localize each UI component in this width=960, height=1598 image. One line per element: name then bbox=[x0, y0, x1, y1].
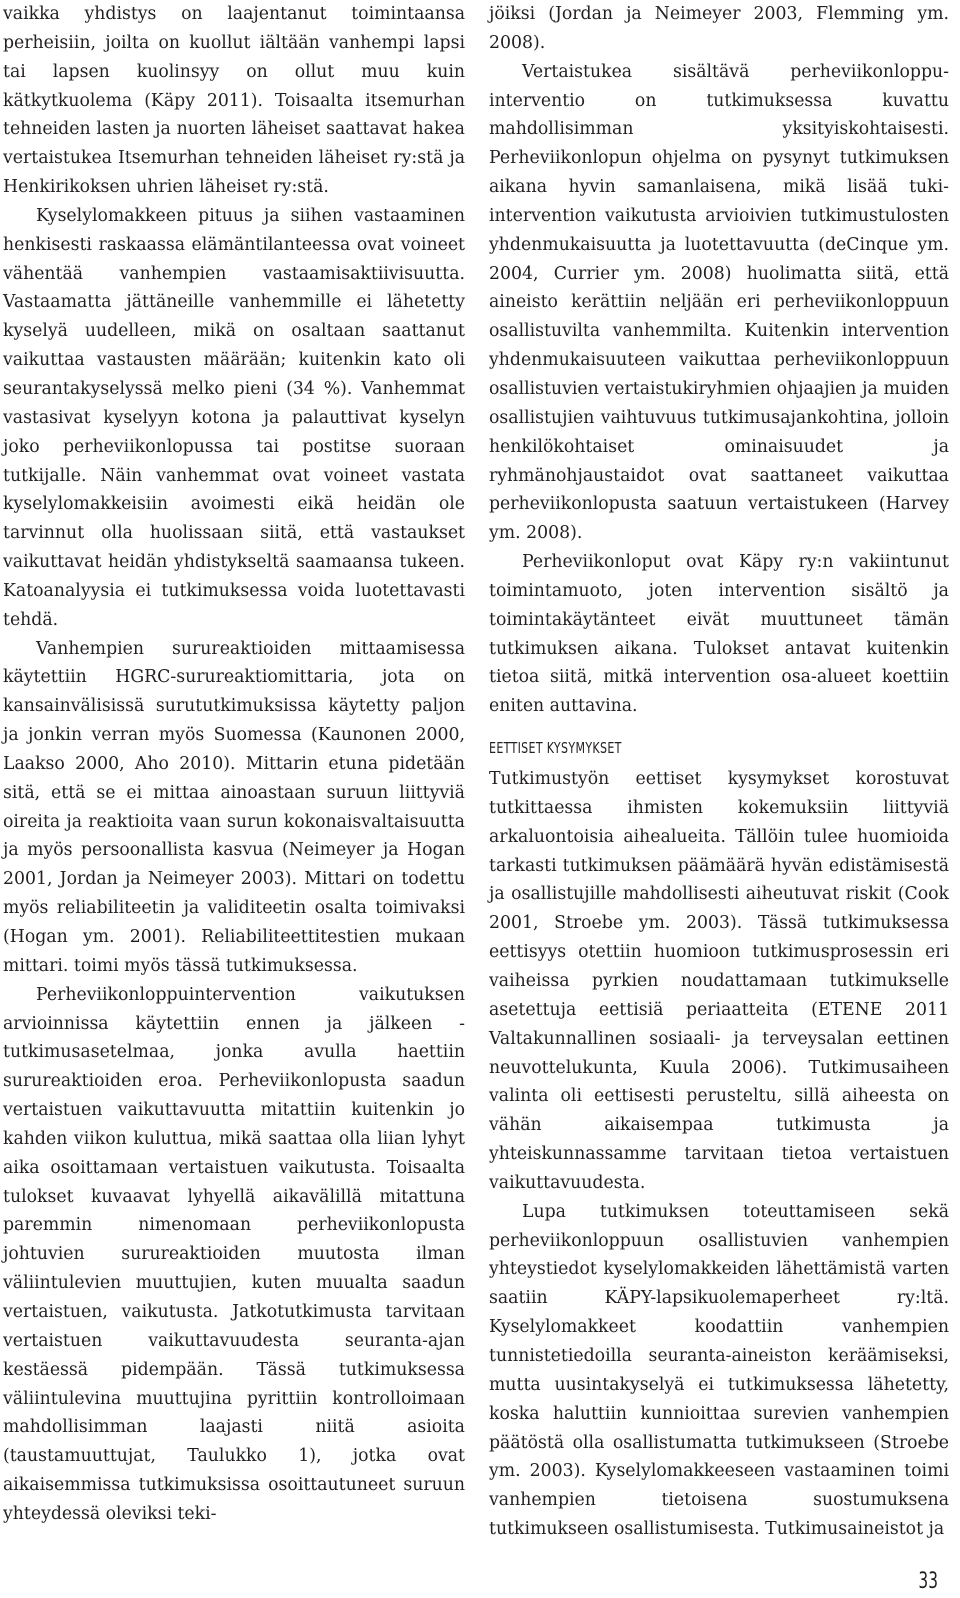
body-paragraph: vaikka yhdistys on laajentanut toimintaansa perheisiin, joilta on kuollut iältään vanhempi lapsi tai lapsen kuolinsyy on ollut muu kuin kätkytkuolema (Käpy 2011). Toisaalta itsemurhan tehneiden lasten ja nuorten läheiset saattavat hakea vertaistukea Itsemurhan tehneiden läheiset ry:stä ja Henkirikoksen uhrien läheiset ry:stä. bbox=[3, 4, 465, 198]
body-paragraph: Perheviikonloput ovat Käpy ry:n vakiintunut toimintamuoto, joten intervention sisältö ja toimintakäytänteet eivät muuttuneet tämän tutkimuksen aikana. Tulokset antavat kuitenkin tietoa siitä, mitkä intervention osa-alueet koettiin eniten auttavina. bbox=[489, 552, 949, 717]
body-paragraph: Vertaistukea sisältävä perheviikonloppu-interventio on tutkimuksessa kuvattu mahdollisimman yksityiskohtaisesti. Perheviikonlopun ohjelma on pysynyt tutkimuksen aikana hyvin samanlaisena, mikä lisää tuki-intervention vaikutusta arvioivien tutkimustulosten yhdenmukaisuutta ja luotettavuutta (deCinque ym. 2004, Currier ym. 2008) huolimatta siitä, että aineisto kerättiin neljään eri perheviikonloppuun osallistuvilta vanhemmilta. Kuitenkin intervention yhdenmukaisuuteen vaikuttaa perheviikonloppuun osallistuvien vertaistukiryhmien ohjaajien ja muiden osallistujien vaihtuvuus tutkimusajankohtina, jolloin henkilökohtaiset ominaisuudet ja ryhmänohjaustaidot ovat saattaneet vaikuttaa perheviikonlopusta saatuun vertaistukeen (Harvey ym. 2008). bbox=[489, 61, 949, 544]
section-heading: EETTISET KYSYMYKSET bbox=[489, 739, 622, 758]
body-paragraph: Kyselylomakkeen pituus ja siihen vastaaminen henkisesti raskaassa elämäntilanteessa ovat voineet vähentää vanhempien vastaamisaktiivisuutta. Vastaamatta jättäneille vanhemmille ei lähetetty kyselyä uudelleen, mikä on osaltaan saattanut vaikuttaa vastausten määrään; kuitenkin kato oli seurantakyselyssä melko pieni (34 %). Vanhemmat vastasivat kyselyyn kotona ja palauttivat kyselyn joko perheviikonlopussa tai postitse suoraan tutkijalle. Näin vanhemmat ovat voineet vastata kyselylomakkeisiin avoimesti eikä heidän ole tarvinnut olla huolissaan siitä, että vastaukset vaikuttavat heidän yhdistykseltä saamaansa tukeen. Katoanalyysia ei tutkimuksessa voida luotettavasti tehdä. bbox=[3, 205, 465, 630]
body-paragraph: Lupa tutkimuksen toteuttamiseen sekä perheviikonloppuun osallistuvien vanhempien yhteystiedot kyselylomakkeiden lähettämistä varten saatiin KÄPY-lapsikuolemaperheet ry:ltä. Kyselylomakkeet koodattiin vanhempien tunnistetiedoilla seuranta-aineiston keräämiseksi, mutta uusintakyselyä ei tutkimuksessa lähetetty, koska haluttiin kunnioittaa surevien vanhempien päätöstä olla osallistumatta tutkimukseen (Stroebe ym. 2003). Kyselylomakkeeseen vastaaminen toimi vanhempien tietoisena suostumuksena tutkimukseen osallistumisesta. Tutkimusaineistot ja bbox=[489, 1201, 949, 1540]
body-paragraph: Perheviikonloppuintervention vaikutuksen arvioinnissa käytettiin ennen ja jälkeen -tutkimusasetelmaa, jonka avulla haettiin surureaktioiden eroa. Perheviikonlopusta saadun vertaistuen vaikuttavuutta mitattiin kuitenkin jo kahden viikon kuluttua, mikä saattaa olla liian lyhyt aika osoittamaan vertaistuen vaikutusta. Toisaalta tulokset kuvaavat lyhyellä aikavälillä mitattuna paremmin nimenomaan perheviikonlopusta johtuvien surureaktioiden muutosta ilman väliintulevien muuttujien, kuten muualta saadun vertaistuen, vaikutusta. Jatkotutkimusta tarvitaan vertaistuen vaikuttavuudesta seuranta-ajan kestäessä pidempään. Tässä tutkimuksessa väliintulevina muuttujina pyrittiin kontrolloimaan mahdollisimman laajasti niitä asioita (taustamuuttujat, Taulukko 1), jotka ovat aikaisemmissa tutkimuksissa osoittautuneet suruun yhteydessä oleviksi teki- bbox=[3, 984, 465, 1524]
body-paragraph: Vanhempien surureaktioiden mittaamisessa käytettiin HGRC-surureaktiomittaria, jota on kansainvälisissä surututkimuksissa käytetty paljon ja jonkin verran myös Suomessa (Kaunonen 2000, Laakso 2000, Aho 2010). Mittarin etuna pidetään sitä, että se ei mittaa ainoastaan suruun liittyviä oireita ja reaktioita vaan surun kokonaisvaltaisuutta ja myös persoonallista kasvua (Neimeyer ja Hogan 2001, Jordan ja Neimeyer 2003). Mittari on todettu myös reliabiliteetin ja validiteetin osalta toimivaksi (Hogan ym. 2001). Reliabiliteettitestien mukaan mittari. toimi myös tässä tutkimuksessa. bbox=[3, 638, 465, 976]
left-text-column bbox=[3, 0, 465, 1529]
body-paragraph: jöiksi (Jordan ja Neimeyer 2003, Flemming ym. 2008). bbox=[489, 4, 949, 53]
body-paragraph: Tutkimustyön eettiset kysymykset korostuvat tutkittaessa ihmisten kokemuksiin liittyviä arkaluontoisia aihealueita. Tällöin tulee huomioida tarkasti tutkimuksen päämäärä hyvän edistämisestä ja osallistujille mahdollisesti aiheutuvat riskit (Cook 2001, Stroebe ym. 2003). Tässä tutkimuksessa eettisyys otettiin huomioon tutkimusprosessin eri vaiheissa pyrkien noudattamaan tutkimukselle asetettuja eettisiä periaatteita (ETENE 2011 Valtakunnallinen sosiaali- ja terveysalan eettinen neuvottelukunta, Kuula 2006). Tutkimusaiheen valinta oli eettisesti perusteltu, sillä aiheesta on vähän aikaisempaa tutkimusta ja yhteiskunnassamme tarvitaan tietoa vertaistuen vaikuttavuudesta. bbox=[489, 769, 949, 1193]
right-text-column bbox=[489, 0, 949, 1544]
page-number: 33 bbox=[918, 1569, 938, 1594]
